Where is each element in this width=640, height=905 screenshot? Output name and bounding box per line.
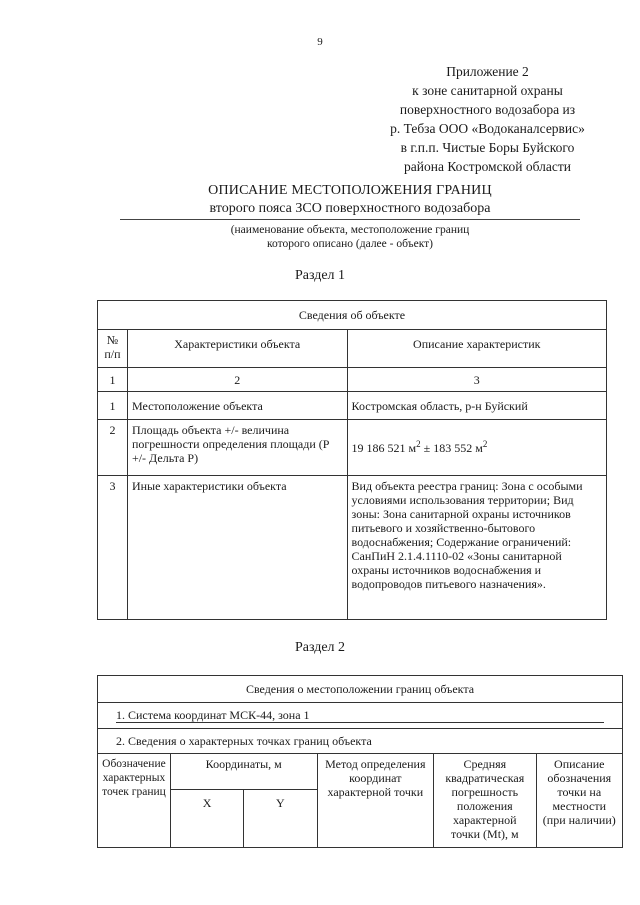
area-error-unit-power: 2 — [482, 438, 488, 449]
row-characteristic: Местоположение объекта — [127, 392, 347, 420]
row-description: Костромская область, р-н Буйский — [347, 392, 606, 420]
col-index: 2 — [127, 368, 347, 392]
boundary-location-table — [97, 675, 623, 848]
table-row — [98, 476, 607, 620]
section-2-heading: Раздел 2 — [294, 640, 346, 655]
appendix-line: к зоне санитарной охраны — [412, 83, 563, 98]
col-index: 3 — [347, 368, 606, 392]
row-number: 2 — [98, 420, 128, 476]
table-title: Сведения об объекте — [98, 301, 607, 330]
table-title: Сведения о местоположении границ объекта — [98, 676, 623, 703]
col-point-description-header: Описание обозначения точки на местности (при наличии) — [536, 754, 622, 848]
page-number: 9 — [317, 36, 323, 48]
col-number-header: № п/п — [98, 330, 128, 368]
points-section-title: 2. Сведения о характерных точках границ объекта — [98, 729, 623, 754]
coordinate-system-row — [98, 703, 623, 729]
area-unit-power: 2 — [416, 438, 421, 449]
section-1-heading: Раздел 1 — [294, 268, 346, 283]
table-row — [98, 420, 607, 476]
area-value: 19 186 521 м — [351, 440, 417, 455]
col-accuracy-header: Средняя квадратическая погрешность положения характерной точки (Mt), м — [434, 754, 536, 848]
appendix-heading — [350, 62, 625, 176]
col-coordinates-header: Координаты, м — [170, 754, 317, 790]
row-number: 3 — [98, 476, 128, 620]
col-description-header: Описание характеристик — [347, 330, 606, 368]
appendix-line: р. Тебза ООО «Водоканалсервис» — [390, 121, 585, 136]
table-row — [98, 392, 607, 420]
row-characteristic: Площадь объекта +/- величина погрешности определения площади (Р +/- Дельта Р) — [127, 420, 347, 476]
row-characteristic: Иные характеристики объекта — [127, 476, 347, 620]
area-error-value: ± 183 552 м — [420, 440, 483, 455]
col-characteristics-header: Характеристики объекта — [127, 330, 347, 368]
title-line-2: второго пояса ЗСО поверхностного водозабора — [120, 200, 580, 220]
title-line-1: ОПИСАНИЕ МЕСТОПОЛОЖЕНИЯ ГРАНИЦ — [208, 183, 492, 198]
title-note-2: которого описано (далее - объект) — [266, 238, 434, 250]
appendix-line: района Костромской области — [404, 159, 571, 174]
appendix-line: Приложение 2 — [446, 64, 529, 79]
document-title — [130, 182, 570, 251]
col-index: 1 — [98, 368, 128, 392]
appendix-line: поверхностного водозабора из — [399, 102, 576, 117]
row-description — [347, 420, 606, 476]
object-info-table — [97, 300, 607, 620]
col-x-header: X — [170, 790, 243, 848]
col-point-designation-header: Обозначение характерных точек границ — [98, 754, 171, 848]
row-description: Вид объекта реестра границ: Зона с особыми условиями использования территории; Вид зоны: Зона санитарной охраны источников питьевого и хозяйственно-бытового водоснабжения; Содержание ограничений: СанПиН 2.1.4.1110-02 «Зоны санитарной охраны источников водоснабжения и водопроводов питьевого назначения». — [347, 476, 606, 620]
appendix-line: в г.п.п. Чистые Боры Буйского — [400, 140, 575, 155]
title-note-1: (наименование объекта, местоположение границ — [230, 224, 470, 236]
col-y-header: Y — [244, 790, 317, 848]
col-method-header: Метод определения координат характерной точки — [317, 754, 434, 848]
coordinate-system: 1. Система координат МСК-44, зона 1 — [116, 708, 604, 723]
row-number: 1 — [98, 392, 128, 420]
